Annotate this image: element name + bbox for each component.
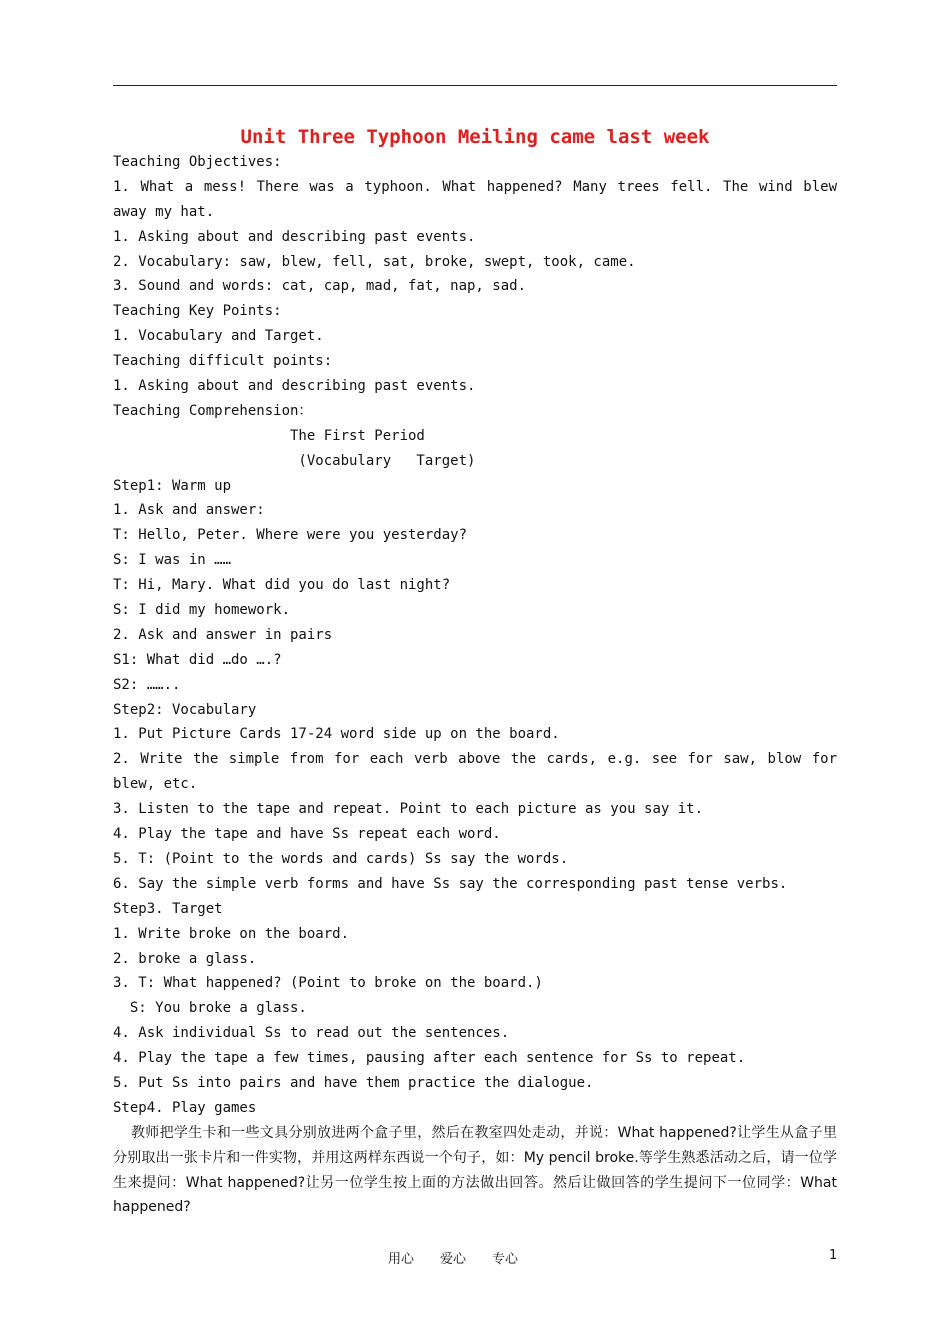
body-line: 2. Write the simple from for each verb above the cards, e.g. see for saw, blow for bbox=[113, 751, 837, 768]
body-line: 1. What a mess! There was a typhoon. What happened? Many trees fell. The wind blew bbox=[113, 178, 837, 195]
body-line: 5. Put Ss into pairs and have them practice the dialogue. bbox=[113, 1074, 594, 1091]
body-lines bbox=[113, 150, 837, 1121]
body-line: S: I did my homework. bbox=[113, 602, 291, 619]
body-line: 1. Write broke on the board. bbox=[113, 925, 350, 942]
body-line: Teaching Objectives: bbox=[113, 154, 282, 170]
body-line: 1. Ask and answer: bbox=[113, 502, 265, 519]
body-line: T: Hi, Mary. What did you do last night? bbox=[113, 577, 451, 594]
body-line: Teaching Key Points: bbox=[113, 303, 282, 320]
body-line: T: Hello, Peter. Where were you yesterday? bbox=[113, 527, 468, 544]
body-line: 1. Put Picture Cards 17-24 word side up on the board. bbox=[113, 726, 560, 743]
body-line: Teaching Comprehension： bbox=[113, 402, 313, 419]
body-line: 1. Vocabulary and Target. bbox=[113, 328, 324, 345]
footer-motto: 用心 爱心 专心 bbox=[388, 1252, 519, 1267]
body-line: S2: …….. bbox=[113, 676, 181, 693]
body-line: Step1: Warm up bbox=[113, 477, 232, 494]
body-line: Teaching difficult points: bbox=[113, 353, 333, 370]
body-line: S: I was in …… bbox=[113, 552, 232, 569]
body-line: 4. Play the tape and have Ss repeat each word. bbox=[113, 826, 501, 843]
body-line: 2. Ask and answer in pairs bbox=[113, 626, 333, 643]
body-line: S: You broke a glass. bbox=[113, 1000, 307, 1017]
body-line: 2. Vocabulary: saw, blew, fell, sat, broke, swept, took, came. bbox=[113, 253, 636, 270]
body-line: Step3. Target bbox=[113, 900, 223, 917]
body-line: 1. Asking about and describing past events. bbox=[113, 228, 476, 245]
body-line: S1: What did …do ….? bbox=[113, 651, 282, 668]
body-line: Step4. Play games bbox=[113, 1099, 257, 1116]
body-line: (Vocabulary Target) bbox=[113, 452, 476, 469]
document-title: Unit Three Typhoon Meiling came last week bbox=[240, 126, 710, 148]
page-number: 1 bbox=[829, 1248, 838, 1263]
body-line: 3. Sound and words: cat, cap, mad, fat, nap, sad. bbox=[113, 278, 527, 295]
chinese-paragraph: 教师把学生卡和一些文具分别放进两个盒子里，然后在教室四处走动，并说：What happened?让学生从盒子里分别取出一张卡片和一件实物，并用这两样东西说一个句子，如：My pencil broke.等学生熟悉活动之后，请一位学生来提问：What happened?让另一位学生按上面的方法做出回答。然后让做回答的学生提问下一位同学：What happened? bbox=[113, 1124, 837, 1216]
body-line: away my hat. bbox=[113, 203, 215, 220]
body-line: 1. Asking about and describing past events. bbox=[113, 378, 476, 395]
header-rule bbox=[113, 85, 837, 86]
document-body bbox=[113, 150, 837, 1220]
body-line: 6. Say the simple verb forms and have Ss say the corresponding past tense verbs. bbox=[113, 875, 788, 892]
body-line: 3. Listen to the tape and repeat. Point to each picture as you say it. bbox=[113, 801, 704, 818]
body-line: 4. Play the tape a few times, pausing after each sentence for Ss to repeat. bbox=[113, 1050, 746, 1067]
body-line: The First Period bbox=[113, 427, 425, 444]
body-line: 4. Ask individual Ss to read out the sentences. bbox=[113, 1025, 510, 1042]
page-footer bbox=[0, 1248, 950, 1268]
body-line: Step2: Vocabulary bbox=[113, 701, 257, 718]
body-line: 2. broke a glass. bbox=[113, 950, 257, 967]
body-line: 3. T: What happened? (Point to broke on the board.) bbox=[113, 975, 543, 992]
body-line: blew, etc. bbox=[113, 776, 198, 793]
body-line: 5. T: (Point to the words and cards) Ss say the words. bbox=[113, 850, 569, 867]
